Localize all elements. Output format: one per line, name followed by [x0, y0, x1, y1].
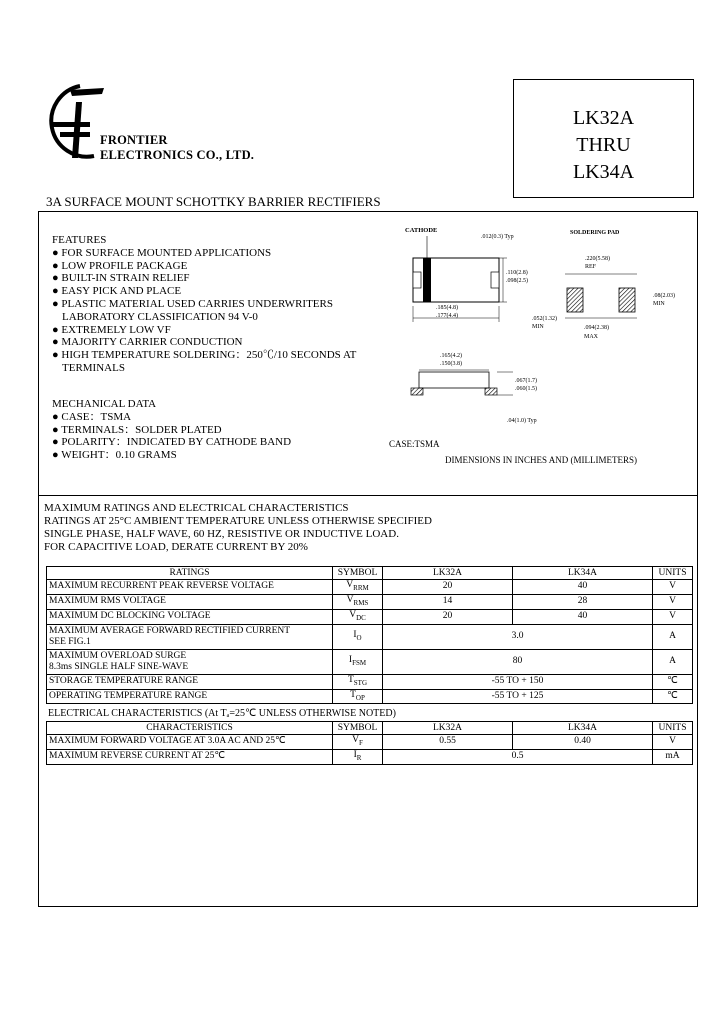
dim-text: .185(4.8): [436, 305, 458, 311]
list-item: ● EXTREMELY LOW VF: [52, 323, 171, 336]
col-header: SYMBOL: [333, 722, 383, 735]
table-cell: [333, 749, 383, 764]
list-item: ● TERMINALS：SOLDER PLATED: [52, 423, 222, 436]
table-cell: MAXIMUM DC BLOCKING VOLTAGE: [47, 609, 333, 624]
table-cell: 40: [513, 580, 653, 595]
col-header: SYMBOL: [333, 567, 383, 580]
text: T: [350, 689, 356, 700]
company-name-line2: ELECTRONICS CO., LTD.: [100, 148, 255, 162]
list-item: ● BUILT-IN STRAIN RELIEF: [52, 272, 190, 285]
conditions-line: SINGLE PHASE, HALF WAVE, 60 HZ, RESISTIVE OR INDUCTIVE LOAD.: [44, 528, 399, 540]
table-cell: MAXIMUM RMS VOLTAGE: [47, 594, 333, 609]
text: LOW PROFILE PACKAGE: [61, 259, 188, 272]
symbol-subscript: RRM: [353, 583, 369, 592]
table-cell: MAXIMUM AVERAGE FORWARD RECTIFIED CURRENT SEE FIG.1: [47, 624, 333, 649]
table-cell: V: [653, 594, 693, 609]
symbol-subscript: STG: [353, 678, 368, 687]
text: T: [347, 674, 354, 685]
table-cell: [333, 649, 383, 674]
elec-caption: ELECTRICAL CHARACTERISTICS (At Tₐ=25℃ UNLESS OTHERWISE NOTED): [48, 708, 396, 719]
col-header: LK32A: [383, 722, 513, 735]
table-row: [47, 624, 693, 649]
text: V: [346, 580, 354, 590]
dim-text: .220(5.58): [585, 256, 610, 262]
case-label: CASE:TSMA: [389, 439, 440, 449]
table-row: [47, 689, 693, 704]
section-divider: [38, 495, 698, 496]
table-cell: 0.40: [513, 735, 653, 750]
col-header: CHARACTERISTICS: [47, 722, 333, 735]
table-cell: MAXIMUM RECURRENT PEAK REVERSE VOLTAGE: [47, 580, 333, 595]
table-cell: ℃: [653, 674, 693, 689]
col-header: UNITS: [653, 722, 693, 735]
part-number-box: [513, 79, 694, 198]
table-cell: [333, 624, 383, 649]
table-cell: 14: [383, 594, 513, 609]
part-thru: THRU: [576, 134, 631, 156]
document-title: 3A SURFACE MOUNT SCHOTTKY BARRIER RECTIFIERS: [46, 194, 381, 209]
table-cell: ℃: [653, 689, 693, 704]
list-item: ● FOR SURFACE MOUNTED APPLICATIONS: [52, 246, 272, 259]
table-cell: 0.5: [383, 749, 653, 764]
table-row: [47, 594, 693, 609]
col-header: LK34A: [513, 722, 653, 735]
dim-text: .098(2.5): [506, 278, 528, 284]
solder-pad-right: [619, 288, 635, 312]
features-list: [52, 234, 372, 375]
table-cell: 40: [513, 609, 653, 624]
table-cell: 0.55: [383, 735, 513, 750]
col-header: RATINGS: [47, 567, 333, 580]
dim-text: .08(2.03): [653, 293, 675, 299]
symbol-subscript: FSM: [352, 658, 367, 667]
table-cell: STORAGE TEMPERATURE RANGE: [47, 674, 333, 689]
symbol-subscript: DC: [356, 613, 366, 622]
table-cell: mA: [653, 749, 693, 764]
table-cell: MAXIMUM OVERLOAD SURGE 8.3ms SINGLE HALF SINE-WAVE: [47, 649, 333, 674]
table-cell: [333, 580, 383, 595]
table-cell: A: [653, 649, 693, 674]
table-header-row: [47, 722, 693, 735]
table-cell: 80: [383, 649, 653, 674]
table-row: [47, 749, 693, 764]
table-cell: [333, 735, 383, 750]
dim-text: .060(1.5): [515, 386, 537, 392]
ratings-conditions: [44, 502, 432, 554]
col-header: UNITS: [653, 567, 693, 580]
dim-text: MIN: [532, 324, 544, 330]
table-cell: [333, 594, 383, 609]
ratings-table: [46, 566, 693, 704]
list-item: ● POLARITY：INDICATED BY CATHODE BAND: [52, 436, 292, 449]
text: I: [353, 749, 357, 760]
dim-text: REF: [585, 264, 597, 270]
col-header: LK34A: [513, 567, 653, 580]
text: BUILT-IN STRAIN RELIEF: [61, 272, 190, 285]
symbol-subscript: O: [356, 633, 362, 642]
table-cell: 3.0: [383, 624, 653, 649]
dimensions-note: DIMENSIONS IN INCHES AND (MILLIMETERS): [445, 455, 637, 465]
table-cell: 20: [383, 609, 513, 624]
list-item-continuation: LABORATORY CLASSIFICATION 94 V-0: [62, 310, 258, 323]
dim-text: .165(4.2): [440, 353, 462, 359]
dim-text: .094(2.38): [584, 325, 609, 331]
dim-text: .04(1.0) Typ: [507, 418, 537, 424]
symbol-subscript: RMS: [353, 598, 369, 607]
conditions-line: RATINGS AT 25°C AMBIENT TEMPERATURE UNLESS OTHERWISE SPECIFIED: [44, 515, 432, 527]
table-row: [47, 609, 693, 624]
part-to: LK34A: [572, 161, 635, 183]
text: PLASTIC MATERIAL USED CARRIES UNDERWRITERS: [61, 297, 333, 310]
table-cell: 20: [383, 580, 513, 595]
list-item: ● MAJORITY CARRIER CONDUCTION: [52, 336, 243, 349]
dim-text: .012(0.3) Typ: [481, 234, 514, 240]
table-cell: V: [653, 580, 693, 595]
text: WEIGHT：0.10 GRAMS: [61, 449, 177, 462]
table-row: [47, 649, 693, 674]
package-diagram: [385, 222, 695, 472]
dim-text: .067(1.7): [515, 378, 537, 384]
dim-text: .110(2.8): [506, 270, 528, 276]
dim-text: MIN: [653, 301, 665, 307]
text: EXTREMELY LOW VF: [61, 323, 171, 336]
dim-text: .150(3.8): [440, 361, 462, 367]
symbol-subscript: R: [356, 753, 362, 762]
table-cell: [333, 609, 383, 624]
conditions-line: MAXIMUM RATINGS AND ELECTRICAL CHARACTERISTICS: [44, 502, 349, 514]
list-item: ● CASE：TSMA: [52, 410, 132, 423]
mechanical-list: [52, 398, 372, 462]
table-cell: -55 TO + 125: [383, 689, 653, 704]
part-from: LK32A: [572, 107, 635, 129]
table-row: [47, 735, 693, 750]
dim-text: .177(4.4): [436, 313, 458, 319]
table-row: [47, 674, 693, 689]
text: MAJORITY CARRIER CONDUCTION: [61, 336, 243, 349]
symbol-subscript: OP: [355, 693, 365, 702]
features-heading: FEATURES: [52, 234, 107, 246]
list-item: ● LOW PROFILE PACKAGE: [52, 259, 188, 272]
cathode-label: CATHODE: [405, 227, 438, 234]
text: FOR SURFACE MOUNTED APPLICATIONS: [61, 246, 272, 259]
electrical-table: [46, 721, 693, 765]
table-cell: V: [653, 735, 693, 750]
conditions-line: FOR CAPACITIVE LOAD, DERATE CURRENT BY 20%: [44, 541, 308, 553]
table-header-row: [47, 567, 693, 580]
table-cell: [333, 674, 383, 689]
mechanical-heading: MECHANICAL DATA: [52, 398, 157, 410]
dim-text: .052(1.32): [532, 316, 557, 322]
text: HIGH TEMPERATURE SOLDERING：250℃/10 SECONDS AT: [61, 349, 357, 362]
table-cell: V: [653, 609, 693, 624]
text: POLARITY：INDICATED BY CATHODE BAND: [61, 436, 292, 449]
text: TERMINALS：SOLDER PLATED: [61, 423, 222, 436]
cathode-band: [423, 258, 431, 302]
list-item: ● EASY PICK AND PLACE: [52, 285, 182, 298]
table-cell: OPERATING TEMPERATURE RANGE: [47, 689, 333, 704]
text: CASE：TSMA: [61, 410, 132, 423]
col-header: LK32A: [383, 567, 513, 580]
text: EASY PICK AND PLACE: [61, 285, 182, 298]
table-row: [47, 580, 693, 595]
table-cell: 28: [513, 594, 653, 609]
table-cell: A: [653, 624, 693, 649]
side-body: [419, 372, 489, 388]
table-cell: [333, 689, 383, 704]
list-item: ● WEIGHT：0.10 GRAMS: [52, 449, 177, 462]
company-name-line1: FRONTIER: [100, 133, 168, 147]
symbol-subscript: F: [358, 738, 363, 747]
text: V: [349, 609, 357, 620]
soldering-pad-label: SOLDERING PAD: [570, 230, 620, 236]
text: V: [352, 735, 359, 745]
text: V: [346, 594, 354, 605]
list-item: ● HIGH TEMPERATURE SOLDERING：250℃/10 SECONDS AT: [52, 349, 357, 362]
text: I: [353, 629, 357, 640]
dim-text: MAX: [584, 334, 599, 340]
list-item-continuation: TERMINALS: [62, 361, 125, 374]
table-cell: MAXIMUM FORWARD VOLTAGE AT 3.0A AC AND 25℃: [47, 735, 333, 750]
solder-pad-left: [567, 288, 583, 312]
text: I: [348, 654, 353, 665]
table-cell: -55 TO + 150: [383, 674, 653, 689]
table-cell: MAXIMUM REVERSE CURRENT AT 25℃: [47, 749, 333, 764]
list-item: ● PLASTIC MATERIAL USED CARRIES UNDERWRITERS: [52, 297, 333, 310]
